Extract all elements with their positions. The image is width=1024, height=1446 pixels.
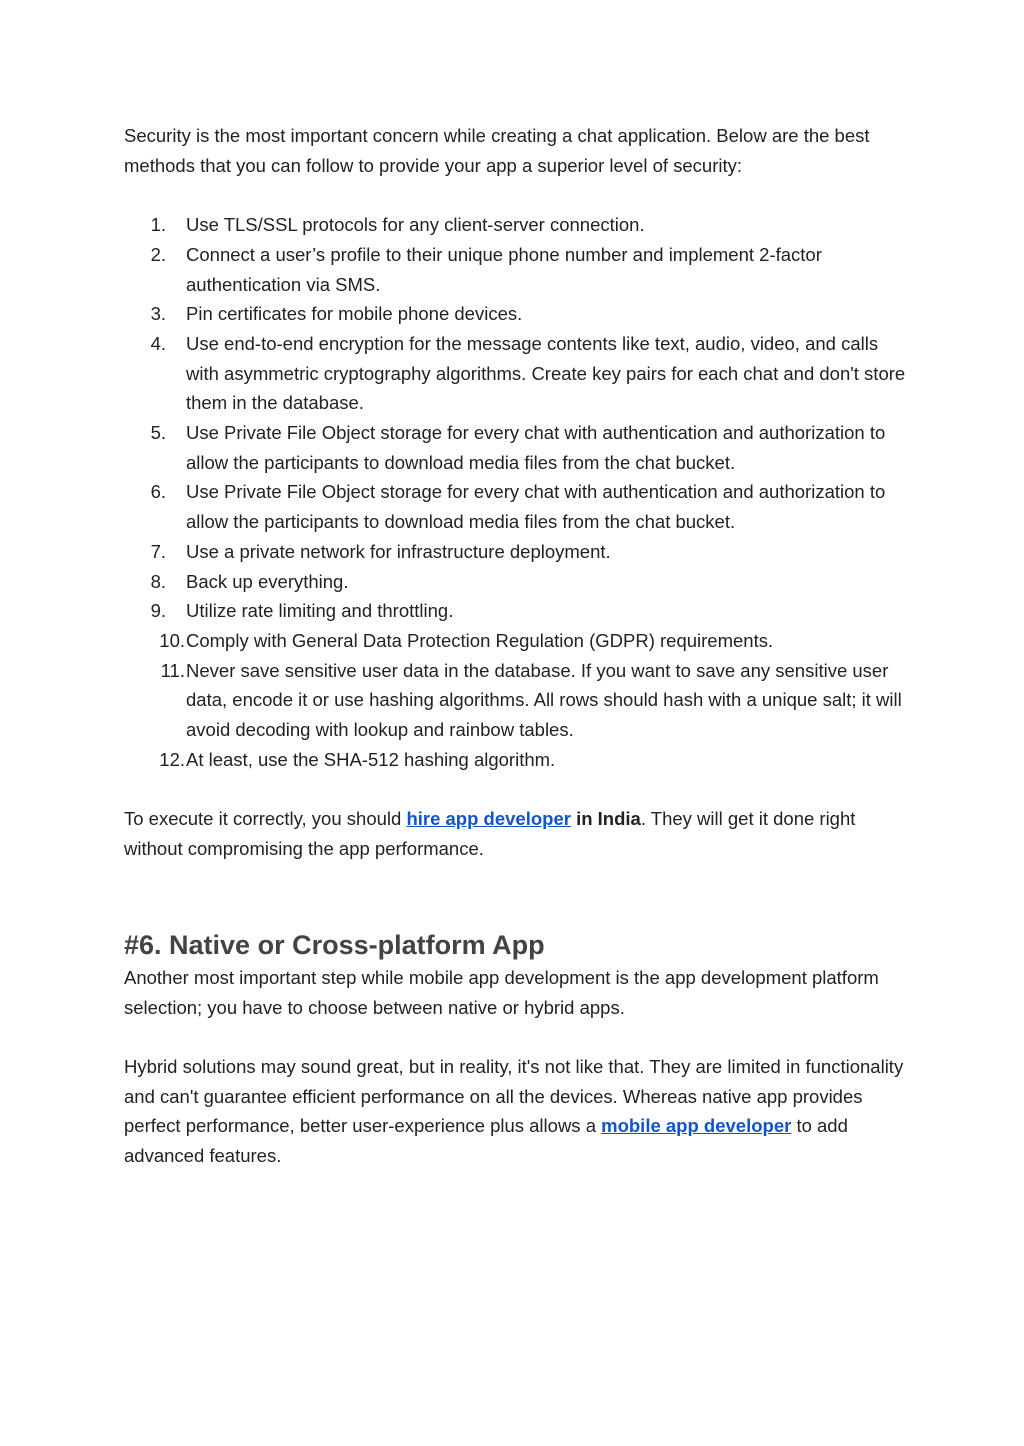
list-item	[124, 656, 914, 745]
list-number: 8.	[150, 570, 166, 592]
list-item-text: Pin certificates for mobile phone devices.	[186, 303, 523, 325]
spacer	[124, 180, 914, 210]
para2-text-after: to add advanced features.	[124, 1115, 848, 1167]
list-number: 7.	[150, 540, 166, 562]
list-item	[124, 210, 914, 240]
section-paragraph-1: Another most important step while mobile app development is the app development platform selection; you have to choose between native or hybrid apps.	[124, 966, 879, 1018]
mobile-app-developer-link[interactable]: mobile app developer	[601, 1115, 792, 1137]
list-item-text: Use Private File Object storage for every chat with authentication and authorization to allow the participants to download media files from the chat bucket.	[186, 481, 886, 533]
hire-app-developer-link[interactable]: hire app developer	[406, 808, 571, 830]
intro-paragraph: Security is the most important concern while creating a chat application. Below are the best methods that you can follow to provide your app a superior level of security:	[124, 125, 870, 176]
list-item	[124, 329, 914, 418]
list-item-text: Use a private network for infrastructure deployment.	[186, 540, 611, 562]
spacer	[124, 864, 914, 923]
list-number: 2.	[150, 243, 166, 265]
list-item	[124, 299, 914, 329]
list-number: 5.	[150, 422, 166, 444]
list-item	[124, 626, 914, 656]
list-number: 12.	[159, 748, 185, 770]
list-item-text: Connect a user’s profile to their unique phone number and implement 2-factor authentication via SMS.	[186, 243, 822, 295]
spacer	[124, 1022, 914, 1052]
list-item	[124, 418, 914, 477]
list-item	[124, 745, 914, 775]
in-india-bold: in India	[570, 808, 641, 830]
list-item-text: Utilize rate limiting and throttling.	[186, 600, 454, 622]
document-page	[124, 121, 914, 1171]
list-item-text: Comply with General Data Protection Regulation (GDPR) requirements.	[186, 629, 774, 651]
execute-text-after: . They will get it done right without compromising the app performance.	[124, 808, 856, 859]
list-item-text: At least, use the SHA-512 hashing algorithm.	[186, 748, 556, 770]
list-item-text: Back up everything.	[186, 570, 349, 592]
para2-text-before: Hybrid solutions may sound great, but in reality, it's not like that. They are limited in functionality and can't guarantee efficient performance on all the devices. Whereas native app provides perfect performance, better user-experience plus allows a	[124, 1056, 904, 1137]
list-item-text: Never save sensitive user data in the database. If you want to save any sensitive user data, encode it or use hashing algorithms. All rows should hash with a unique salt; it will avoid decoding with lookup and rainbow tables.	[186, 659, 902, 741]
list-item-text: Use end-to-end encryption for the message contents like text, audio, video, and calls with asymmetric cryptography algorithms. Create key pairs for each chat and don't store them in the database.	[186, 332, 906, 414]
section-heading: #6. Native or Cross-platform App	[124, 929, 545, 960]
list-number: 1.	[150, 214, 166, 236]
list-number: 3.	[150, 303, 166, 325]
security-methods-list	[124, 210, 914, 774]
execute-paragraph	[124, 804, 914, 863]
list-number: 11.	[160, 659, 185, 681]
list-item	[124, 537, 914, 567]
list-item-text: Use Private File Object storage for every chat with authentication and authorization to allow the participants to download media files from the chat bucket.	[186, 422, 886, 473]
section-paragraph-2	[124, 1052, 914, 1171]
list-item-text: Use TLS/SSL protocols for any client-server connection.	[186, 214, 645, 236]
execute-text-before: To execute it correctly, you should	[124, 808, 407, 830]
list-item	[124, 567, 914, 597]
spacer	[124, 774, 914, 804]
list-item	[124, 477, 914, 536]
list-number: 6.	[150, 481, 166, 503]
list-number: 10.	[159, 629, 185, 651]
list-item	[124, 240, 914, 299]
list-number: 4.	[150, 332, 166, 354]
list-number: 9.	[150, 600, 166, 622]
list-item	[124, 596, 914, 626]
